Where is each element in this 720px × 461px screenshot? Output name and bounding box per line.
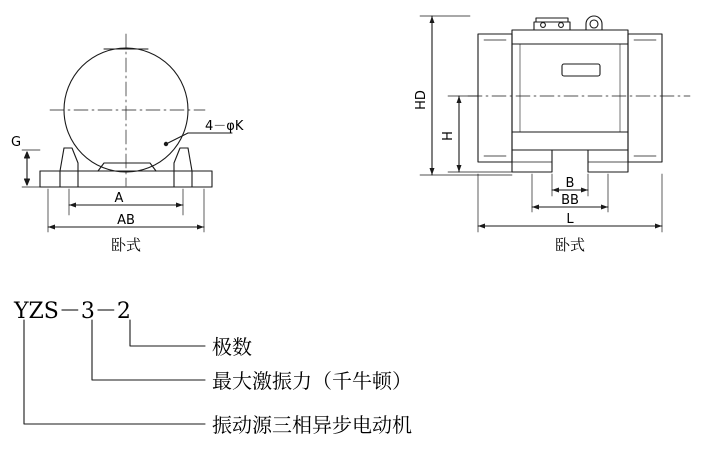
left-foot xyxy=(512,150,552,172)
front-view-caption: 卧式 xyxy=(110,236,142,254)
hd-arrow-bottom xyxy=(430,168,435,175)
dim-label-K: 4－φK xyxy=(205,119,244,134)
g-arrow-down xyxy=(25,179,30,185)
callout-exciting-force: 最大激振力（千牛顿） xyxy=(212,369,412,393)
terminal-box-lid xyxy=(536,18,568,22)
dim-label-BB: BB xyxy=(561,193,579,208)
callout-leaders xyxy=(24,320,205,424)
b-arrow-left xyxy=(552,188,559,193)
dim-label-HD: HD xyxy=(414,90,429,110)
right-bracket-edge xyxy=(188,148,192,171)
dim-label-H: H xyxy=(441,131,456,141)
k-leader-dot xyxy=(164,142,168,146)
dim-label-AB: AB xyxy=(117,213,135,228)
callout-machine-type: 振动源三相异步电动机 xyxy=(212,413,412,437)
l-arrow-left xyxy=(478,224,485,229)
model-code: YZS－3－2 xyxy=(14,299,131,324)
h-arrow-bottom xyxy=(457,165,462,172)
side-view-caption: 卧式 xyxy=(554,236,586,254)
front-view-geometry xyxy=(22,34,232,232)
left-bracket-edge xyxy=(60,148,64,171)
terminal-bolt-left xyxy=(541,23,546,28)
ab-arrow-left xyxy=(48,225,55,230)
dim-label-G: G xyxy=(11,135,22,150)
bb-arrow-left xyxy=(532,205,539,210)
side-view-geometry xyxy=(420,16,690,232)
k-leader xyxy=(168,133,188,143)
terminal-bolt-right xyxy=(559,23,564,28)
hd-arrow-top xyxy=(430,16,435,23)
left-bracket xyxy=(64,148,78,171)
terminal-box xyxy=(534,22,570,30)
leader-poles xyxy=(130,320,205,346)
nameplate xyxy=(562,64,600,76)
leader-exciting-force xyxy=(92,320,205,380)
dim-label-L: L xyxy=(566,212,574,227)
h-arrow-top xyxy=(457,96,462,103)
callout-poles: 极数 xyxy=(212,335,252,359)
right-foot xyxy=(588,150,628,172)
b-arrow-right xyxy=(581,188,588,193)
lifting-eye-hole xyxy=(590,20,598,28)
dim-label-B: B xyxy=(565,176,575,191)
a-arrow-right xyxy=(176,203,183,208)
dim-label-A: A xyxy=(114,191,124,206)
right-bracket xyxy=(174,148,188,171)
g-arrow-up xyxy=(25,152,30,158)
left-weight-cover xyxy=(478,34,512,162)
right-weight-cover xyxy=(628,34,662,162)
leader-machine-type xyxy=(24,320,205,424)
base-center-step xyxy=(98,163,156,171)
a-arrow-left xyxy=(69,203,76,208)
l-arrow-right xyxy=(655,224,662,229)
bb-arrow-right xyxy=(601,205,608,210)
ab-arrow-right xyxy=(197,225,204,230)
